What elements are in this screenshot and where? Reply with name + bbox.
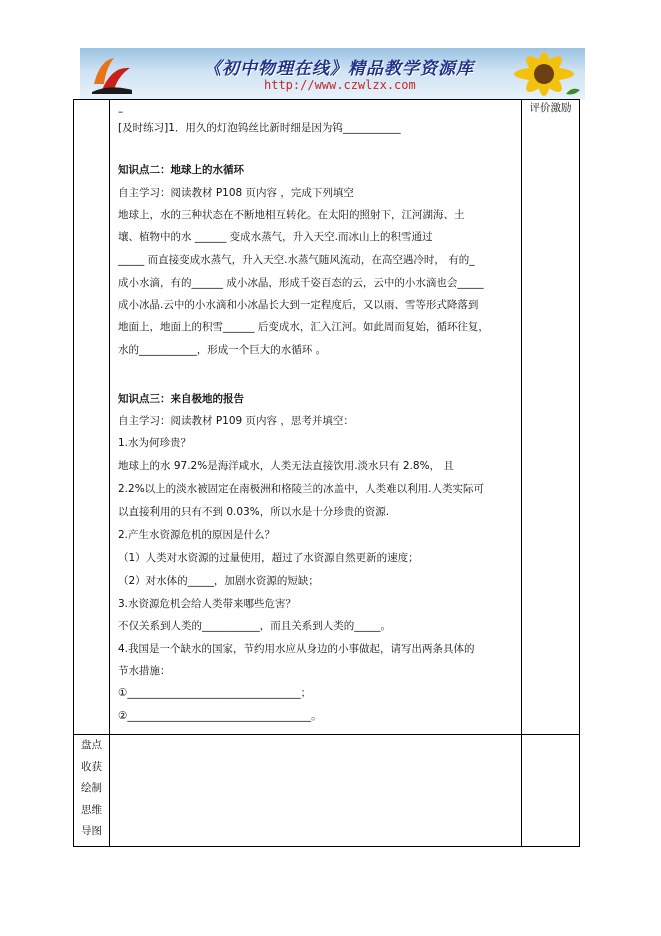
text-line: 水的___________，形成一个巨大的水循环 。 — [118, 344, 327, 356]
summary-label-line: 盘点 — [81, 739, 102, 751]
text-line: 地球上的水 97.2%是海洋咸水，人类无法直接饮用.淡水只有 2.8%， 且 — [118, 460, 454, 472]
text-line: 地球上，水的三种状态在不断地相互转化。在太阳的照射下，江河湖海、土 — [118, 209, 465, 221]
mindmap-area[interactable] — [110, 735, 522, 847]
text-line: 成小冰晶.云中的小水滴和小冰晶长大到一定程度后，又以雨、雪等形式降落到 — [118, 299, 479, 311]
section-heading: 知识点三：来自极地的报告 — [118, 393, 244, 405]
text-line: 自主学习：阅读教材 P109 页内容 ，思考并填空： — [118, 415, 354, 427]
text-line: 3.水资源危机会给人类带来哪些危害？ — [118, 598, 297, 610]
text-line: 地面上，地面上的积雪______ 后变成水，汇入江河。如此周而复始，循环往复， — [118, 321, 489, 333]
text-line: 自主学习：阅读教材 P108 页内容 ，完成下列填空 — [118, 187, 354, 199]
banner-url: http://www.czwlzx.com — [264, 78, 416, 92]
lesson-table — [73, 99, 580, 847]
summary-label — [74, 735, 110, 847]
summary-label-line: 思维 — [81, 803, 102, 816]
text-line: 2.产生水资源危机的原因是什么？ — [118, 529, 276, 541]
text-line: 4.我国是一个缺水的国家，节约用水应从身边的小事做起，请写出两条具体的 — [118, 643, 475, 655]
text-line: 壤、植物中的水 ______ 变成水蒸气，升入天空.而冰山上的积雪通过 — [118, 231, 433, 243]
logo-icon — [90, 54, 134, 96]
text-line: 节水措施： — [118, 665, 171, 677]
section-heading: 知识点二：地球上的水循环 — [118, 164, 244, 176]
summary-label-line: 绘制 — [81, 782, 102, 794]
text-line: 以直接利用的只有不到 0.03%，所以水是十分珍贵的资源. — [118, 506, 390, 518]
text-line: _____ 而直接变成水蒸气，升入天空.水蒸气随风流动，在高空遇冷时， 有的_ — [118, 254, 475, 266]
summary-label-line: 收获 — [81, 760, 102, 773]
evaluation-cell[interactable] — [522, 735, 580, 847]
banner-title: 《初中物理在线》精品教学资源库 — [204, 59, 474, 79]
text-line: （2）对水体的_____，加剧水资源的短缺； — [118, 575, 319, 587]
evaluation-header: 评价激励 — [522, 100, 580, 735]
sunflower-icon — [506, 50, 582, 100]
text-line: 1.水为何珍贵？ — [118, 437, 192, 449]
text-line: （1）人类对水资源的过量使用，超过了水资源自然更新的速度； — [118, 552, 419, 564]
content-cell — [110, 100, 522, 735]
text-line: 2.2%以上的淡水被固定在南极洲和格陵兰的冰盖中，人类难以利用.人类实际可 — [118, 483, 485, 495]
text-line: ①_________________________________； — [118, 687, 312, 699]
text-line: 成小水滴，有的______ 成小冰晶，形成千姿百态的云，云中的小水滴也会_____ — [118, 277, 484, 289]
summary-label-line: 导图 — [81, 825, 102, 837]
header-banner — [80, 48, 585, 100]
left-empty-cell — [74, 100, 110, 735]
content-body — [110, 100, 521, 734]
text-line: 不仅关系到人类的___________，而且关系到人类的_____。 — [118, 620, 391, 632]
text-line: ②___________________________________。 — [118, 710, 322, 722]
text-line: [及时练习]1．用久的灯泡钨丝比新时细是因为钨___________ — [118, 122, 401, 134]
text-line: – — [118, 106, 124, 118]
